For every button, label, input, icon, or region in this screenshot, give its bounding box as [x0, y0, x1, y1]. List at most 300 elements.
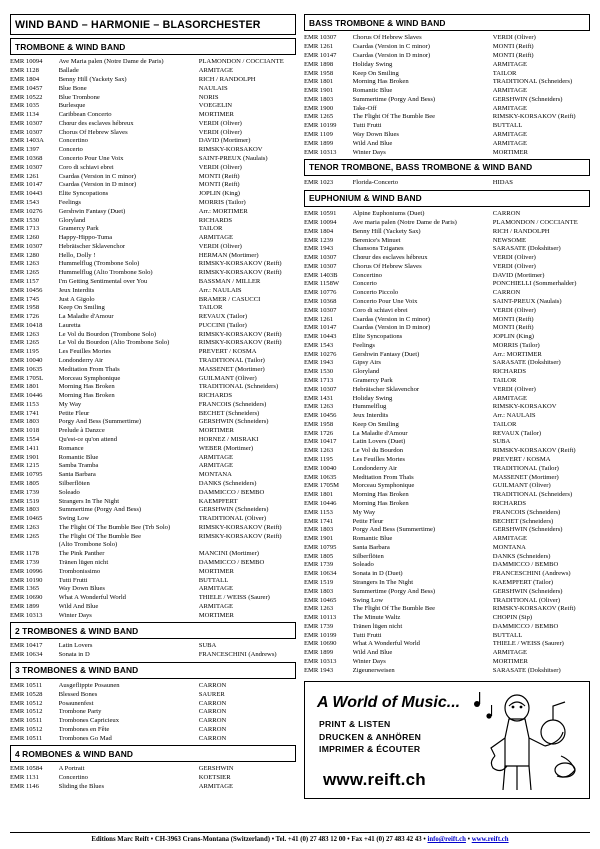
table-row [304, 131, 590, 140]
cell-comp: SUBA [198, 642, 217, 650]
cell-comp: SAURER [198, 690, 225, 698]
cell-comp: SARASATE (Dokshitser) [492, 666, 561, 674]
section-2-trombones-wind-band [10, 622, 296, 660]
cell-ref: EMR 1265 [10, 269, 40, 277]
table-row [10, 357, 296, 366]
table-row [10, 453, 296, 462]
cell-ref: EMR 1803 [304, 587, 334, 595]
cell-ref: EMR 10307 [304, 262, 337, 270]
table-row [10, 93, 296, 102]
cell-comp: FRANCESCHINI (Andrews) [198, 651, 277, 659]
cell-title: Ave Maria palen (Notre Dame de Paris) [58, 58, 164, 66]
table-row [10, 611, 296, 620]
cell-title: Csardas (Version in C minor) [58, 172, 136, 180]
cell-comp: VERDI (Oliver) [492, 306, 536, 314]
table-row [10, 515, 296, 524]
cell-title: Concerto Pour Une Voix [58, 155, 124, 163]
cell-title: Londonderry Air [352, 464, 398, 472]
cell-ref: EMR 1263 [10, 260, 40, 268]
table-row [304, 605, 590, 614]
table-row [10, 480, 296, 489]
cell-comp: MANCINI (Mortimer) [198, 550, 259, 558]
cell-comp: CARRON [198, 734, 227, 742]
cell-title: Tutti Frutti [58, 576, 88, 584]
cell-ref: EMR 10147 [10, 181, 43, 189]
cell-comp: MASSENET (Mortimer) [492, 473, 559, 481]
cell-ref: EMR 10276 [304, 350, 337, 358]
cell-ref: EMR 1403A [10, 137, 44, 145]
cell-ref: EMR 10795 [10, 471, 43, 479]
cell-comp: RICHARDS [492, 499, 527, 507]
cell-ref: EMR 10307 [304, 306, 337, 314]
table-row [304, 666, 590, 675]
cell-title: Morceau Symphonique [352, 482, 415, 490]
table-row [10, 348, 296, 357]
cell-comp: GUILMANT (Oliver) [198, 374, 257, 382]
cell-title: Meditation From Thaïs [58, 365, 120, 373]
table-row [10, 471, 296, 480]
cell-title: Sliding the Blues [58, 783, 105, 791]
cell-comp: TRADITIONAL (Oliver) [492, 596, 561, 604]
table-row [304, 254, 590, 263]
section-heading: TENOR TROMBONE, BASS TROMBONE & WIND BAND [304, 159, 590, 176]
cell-ref: EMR 1519 [10, 497, 40, 505]
cell-comp: MONTI (Reift) [492, 43, 534, 51]
cell-title: Morning Has Broken [352, 491, 409, 499]
table-row [10, 242, 296, 251]
table-row [304, 377, 590, 386]
cell-comp: JOPLIN (King) [198, 190, 240, 198]
cell-title: Gloryland [58, 216, 86, 224]
cell-comp: GUILMANT (Oliver) [492, 482, 551, 490]
items-table [10, 642, 296, 660]
cell-ref: EMR 1519 [304, 578, 334, 586]
cell-title: Holiday Swing [352, 394, 393, 402]
cell-title: Csardas (Version in D minor) [352, 52, 431, 59]
table-row [10, 497, 296, 506]
cell-title: Prelude à Danzce [58, 427, 105, 435]
table-row [304, 552, 590, 561]
table-row [10, 269, 296, 278]
cell-comp: THIELE / WEISS (Saurer) [198, 594, 270, 602]
cell-title: Tutti Frutti [352, 122, 382, 130]
table-row [10, 137, 296, 146]
cell-title: Wild And Blue [352, 649, 393, 657]
cell-ref: EMR 10040 [10, 357, 43, 364]
cell-title: Trombones Capricieux [58, 717, 119, 725]
cell-ref: EMR 10465 [10, 515, 43, 523]
cell-title: Chorus Of Hebrew Slaves [352, 34, 422, 42]
table-row [304, 640, 590, 649]
cell-comp: MONTI (Reift) [492, 324, 534, 332]
cell-ref: EMR 10199 [304, 122, 337, 130]
table-row [304, 69, 590, 78]
ad-website-url[interactable]: www.reift.ch [323, 770, 426, 790]
cell-comp: MORTIMER [198, 111, 234, 119]
cell-title: Santa Barbara [58, 471, 96, 479]
cell-ref: EMR 10417 [10, 642, 43, 650]
table-row [10, 339, 296, 348]
cell-comp: NEWSOME [492, 236, 527, 244]
cell-comp: TAILOR [198, 304, 223, 312]
footer-email-link[interactable]: info@reift.ch [427, 836, 466, 843]
cell-title: The Flight Of The Bumble Bee [352, 113, 436, 121]
cell-ref: EMR 10512 [10, 708, 43, 716]
table-row [304, 456, 590, 465]
table-row [10, 409, 296, 418]
table-row [10, 576, 296, 585]
cell-title: Feelings [352, 341, 375, 349]
section-heading: 3 TROMBONES & WIND BAND [10, 662, 296, 679]
cell-comp: PLAMONDON / COCCIANTE [198, 58, 284, 66]
table-row [304, 359, 590, 368]
table-row [10, 383, 296, 392]
cell-title: Chorus Of Hebrew Slaves [58, 128, 128, 136]
cell-ref: EMR 10313 [304, 658, 337, 665]
cell-title: Gipsy Airs [352, 359, 382, 367]
cell-title: Winter Days [352, 148, 386, 156]
cell-title: Just A Gigolo [58, 295, 95, 303]
cell-comp: ARMITAGE [492, 139, 528, 147]
cell-ref: EMR 1804 [10, 76, 40, 83]
cell-title: Chœur des esclaves hébreux [58, 119, 134, 127]
cell-comp: RIMSKY-KORSAKOV (Reift) [198, 330, 282, 338]
table-row [304, 412, 590, 421]
cell-comp: DANKS (Schneiders) [198, 479, 257, 487]
items-table [10, 682, 296, 743]
cell-ref [10, 541, 59, 550]
cell-comp: VERDI (Oliver) [492, 262, 536, 270]
cell-comp: BASSMAN / MILLER [198, 277, 261, 285]
cell-title: Ballade [58, 67, 79, 75]
cell-ref: EMR 10996 [10, 567, 43, 575]
cell-ref: EMR 1803 [10, 418, 40, 426]
cell-comp: Arr.: MORTIMER [198, 207, 248, 215]
cell-comp: MORTIMER [198, 567, 234, 575]
cell-comp: RIMSKY-KORSAKOV (Reift) [492, 113, 576, 121]
cell-comp: ARMITAGE [492, 535, 528, 543]
table-row [304, 447, 590, 456]
cell-comp: VERDI (Oliver) [492, 254, 536, 262]
cell-title: Meditation From Thaïs [352, 473, 414, 481]
table-row [304, 227, 590, 236]
cell-comp: RIMSKY-KORSAKOV (Reift) [492, 447, 576, 455]
cell-ref: EMR 1018 [10, 427, 40, 435]
cell-ref: EMR 1365 [10, 585, 40, 593]
cell-title: Happy-Hippo-Tuma [58, 234, 113, 242]
section-bass-trombone-wind-band [304, 14, 590, 157]
cell-title: Silberflöten [58, 479, 90, 487]
cell-comp: Arr.: MORTIMER [492, 350, 542, 358]
cell-title: Elite Syncopations [58, 190, 109, 198]
cell-ref: EMR 1739 [10, 488, 40, 496]
cell-comp: GERSHWIN [198, 765, 234, 773]
cell-comp: CARRON [198, 725, 227, 733]
table-row [10, 216, 296, 225]
table-row [304, 210, 590, 219]
cell-comp: CARRON [198, 717, 227, 725]
cell-ref: EMR 10456 [10, 286, 43, 294]
cell-comp: DAMMICCO / BEMBO [492, 622, 559, 630]
cell-ref: EMR 1705L [10, 374, 44, 382]
table-row [304, 508, 590, 517]
cell-comp: GERSHWIN (Schneiders) [198, 506, 269, 514]
cell-comp: RICH / RANDOLPH [198, 76, 256, 83]
cell-ref: EMR 1801 [10, 383, 40, 391]
table-row [304, 385, 590, 394]
table-row [304, 236, 590, 245]
cell-comp: RIMSKY-KORSAKOV (Reift) [198, 269, 282, 277]
cell-comp: MONTANA [492, 543, 526, 551]
cell-title: Benny Hill (Yackety Sax) [352, 227, 421, 235]
cell-comp: DAMMICCO / BEMBO [198, 558, 265, 566]
cell-ref: EMR 1943 [304, 666, 334, 674]
table-row [304, 622, 590, 631]
cell-comp: RIMSKY-KORSAKOV (Reift) [198, 532, 282, 540]
table-row [10, 251, 296, 260]
cell-ref: EMR 1280 [10, 251, 40, 259]
table-row [304, 482, 590, 491]
cell-comp: SARASATE (Dokshitser) [492, 245, 561, 253]
cell-title: Le Vol du Bourdon (Alto Trombone Solo) [58, 339, 170, 347]
cell-comp: MORRIS (Tailor) [492, 341, 540, 349]
cell-title: Summertime (Porgy And Bess) [352, 587, 436, 595]
cell-title: Chorus Of Hebrew Slaves [352, 262, 422, 270]
cell-title: Les Feuilles Mortes [58, 348, 111, 356]
cell-comp: CARRON [492, 210, 521, 218]
table-row [10, 400, 296, 409]
cell-title: Concerto Piccolo [352, 289, 399, 297]
cell-ref: EMR 1261 [10, 172, 40, 180]
section-3-trombones-wind-band [10, 662, 296, 743]
table-row [10, 304, 296, 313]
table-row [304, 420, 590, 429]
cell-ref: EMR 1530 [10, 216, 40, 224]
cell-comp: MONTI (Reift) [492, 52, 534, 59]
cell-ref: EMR 1153 [304, 508, 333, 516]
cell-ref: EMR 1265 [10, 339, 40, 347]
cell-comp: TRADITIONAL (Schneiders) [198, 383, 279, 391]
table-row [10, 690, 296, 699]
cell-title: Hello, Dolly ! [58, 251, 96, 259]
table-row [10, 585, 296, 594]
cell-ref: EMR 1195 [304, 456, 333, 464]
cell-ref: EMR 10307 [304, 385, 337, 393]
table-row [304, 587, 590, 596]
cell-ref: EMR 1265 [304, 113, 334, 121]
cell-title: Sonata in D (Duet) [352, 570, 403, 578]
cell-title: Zigeunerweisen [352, 666, 395, 674]
cell-comp: ARMITAGE [198, 585, 234, 593]
cell-ref: EMR 10795 [304, 543, 337, 551]
cell-comp: RIMSKY-KORSAKOV (Reift) [198, 339, 282, 347]
cell-ref: EMR 1899 [304, 649, 334, 657]
table-row [304, 113, 590, 122]
cell-title: My Way [352, 508, 376, 516]
cell-ref: EMR 1158W [304, 280, 340, 288]
table-row [304, 306, 590, 315]
cell-comp: RICHARDS [198, 216, 233, 224]
cell-comp: KOETSIER [198, 774, 231, 782]
cell-comp: DAVID (Mortimer) [492, 271, 545, 279]
table-row [10, 651, 296, 660]
cell-title: Morning Has Broken [352, 78, 409, 86]
table-row [304, 394, 590, 403]
cell-title: Blue Bone [58, 84, 87, 92]
cell-comp: NORIS [198, 93, 219, 101]
cell-title: Strangers In The Night [352, 578, 414, 586]
cell-title: Hummelflug (Alto Trombone Solo) [58, 269, 153, 277]
cell-ref: EMR 1899 [10, 602, 40, 610]
cell-ref: EMR 10635 [10, 365, 43, 373]
table-row [10, 365, 296, 374]
cell-title: Keep On Smiling [352, 69, 399, 77]
cell-title: Csardas (Version in C minor) [352, 43, 430, 51]
cell-ref: EMR 10307 [304, 254, 337, 262]
cell-comp: BECHET (Schneiders) [492, 517, 554, 525]
advertisement-banner[interactable] [304, 681, 590, 799]
cell-ref: EMR 1805 [304, 552, 334, 560]
cell-comp: MORTIMER [198, 427, 234, 435]
cell-title: Way Down Blues [352, 131, 399, 139]
table-row [10, 550, 296, 559]
table-row [304, 78, 590, 87]
cell-title: Csardas (Version in C minor) [352, 315, 430, 323]
cell-comp: RIMSKY-KORSAKOV (Reift) [492, 605, 576, 613]
items-table [304, 179, 590, 188]
table-row [10, 444, 296, 453]
table-row [304, 517, 590, 526]
cell-comp: RICHARDS [492, 368, 527, 376]
table-row [304, 403, 590, 412]
cell-comp: TRADITIONAL (Tailor) [198, 357, 265, 364]
cell-comp: DAMMICCO / BEMBO [198, 488, 265, 496]
cell-title: Holiday Swing [352, 60, 393, 68]
table-row [10, 181, 296, 190]
table-row [304, 535, 590, 544]
cell-comp: FRANCOIS (Schneiders) [198, 400, 267, 408]
cell-ref: EMR 1554 [10, 436, 40, 444]
table-row [10, 225, 296, 234]
cell-ref: EMR 1745 [10, 295, 40, 303]
table-row [304, 500, 590, 509]
table-row [10, 260, 296, 269]
cell-ref: EMR 1899 [304, 139, 334, 147]
cell-ref: EMR 1726 [304, 429, 334, 437]
cell-comp: HERMAN (Mortimer) [198, 251, 259, 259]
cell-title: Porgy And Bess (Summertime) [58, 418, 142, 426]
cell-comp: CARRON [198, 682, 227, 689]
cell-title: Wild And Blue [58, 602, 99, 610]
cell-title: Chansons Tziganes [352, 245, 404, 253]
cell-ref: EMR 10190 [10, 576, 43, 584]
cell-title: Trombones Go Mad [58, 734, 112, 742]
cell-ref: EMR 1134 [10, 111, 39, 119]
cell-title: What A Wonderful World [352, 640, 420, 648]
table-row [304, 491, 590, 500]
cell-title: Gershwin Fantasy (Duet) [58, 207, 126, 215]
table-row [304, 543, 590, 552]
cell-ref: EMR 1801 [304, 78, 334, 86]
cell-comp: VERDI (Oliver) [492, 385, 536, 393]
table-row [304, 473, 590, 482]
table-row [10, 783, 296, 792]
table-row [304, 87, 590, 96]
cell-ref: EMR 1263 [304, 403, 334, 411]
section-heading: 2 TROMBONES & WIND BAND [10, 622, 296, 639]
cell-ref: EMR 10511 [10, 682, 43, 689]
footer-website-link[interactable]: www.reift.ch [471, 836, 509, 843]
table-row [10, 295, 296, 304]
cell-ref: EMR 10457 [10, 84, 43, 92]
cell-ref: EMR 1943 [304, 245, 334, 253]
cell-comp: WEBER (Mortimer) [198, 444, 254, 452]
cell-ref: EMR 1900 [304, 104, 334, 112]
cell-ref: EMR 1023 [304, 179, 334, 187]
cell-ref: EMR 1195 [10, 348, 39, 356]
table-row [304, 350, 590, 359]
cell-ref: EMR 1261 [304, 43, 334, 51]
cell-ref: EMR 10511 [10, 717, 43, 725]
table-row [10, 102, 296, 111]
table-row [304, 631, 590, 640]
cell-title: Petite Fleur [58, 409, 90, 417]
cell-title: My Way [58, 400, 82, 408]
cell-title: Blue Trombone [58, 93, 100, 101]
cell-comp: DANKS (Schneiders) [492, 552, 551, 560]
cell-ref: EMR 1239 [304, 236, 334, 244]
cell-title: Jeux Interdits [352, 412, 389, 420]
cell-title: Tutti Frutti [352, 631, 382, 639]
cell-comp: NAULAIS [198, 84, 228, 92]
cell-ref: EMR 10443 [304, 333, 337, 341]
cell-title: Hebräischer Sklavenchor [58, 242, 126, 250]
cell-comp: TRADITIONAL (Oliver) [198, 515, 267, 523]
cell-title: Ave maria palen (Notre Dame de Paris) [352, 218, 457, 226]
cell-ref: EMR 1109 [304, 131, 333, 139]
cell-comp: ARMITAGE [492, 87, 528, 95]
cell-title: Concerto Pour Une Voix [352, 297, 418, 305]
cell-comp: RIMSKY-KORSAKOV [198, 146, 263, 154]
cell-title: Gramercy Park [352, 377, 393, 384]
cell-ref: EMR 10147 [304, 324, 337, 332]
cell-ref: EMR 10094 [10, 58, 43, 66]
table-row [304, 429, 590, 438]
table-row [10, 462, 296, 471]
table-row [10, 506, 296, 515]
table-row [10, 602, 296, 611]
cell-title: Concerto [352, 280, 377, 288]
cell-title: Benny Hill (Yackety Sax) [58, 76, 127, 83]
cell-ref: EMR 1215 [10, 462, 40, 470]
cell-comp: KAEMPFERT [198, 497, 238, 505]
cell-ref: EMR 1131 [10, 774, 39, 782]
cell-title: Santa Barbara [352, 543, 390, 551]
table-row [304, 561, 590, 570]
cell-title: Posaunenfest [58, 699, 94, 707]
cell-title: Elite Syncopations [352, 333, 403, 341]
cell-comp: MORTIMER [492, 658, 528, 665]
cell-title: Le Vol du Bourdon (Trombone Solo) [58, 330, 157, 338]
table-row [304, 245, 590, 254]
cell-title: Coro di schiavi ebrei [352, 306, 408, 314]
cell-ref: EMR 10113 [304, 614, 337, 622]
cell-comp: CARRON [198, 708, 227, 716]
cell-title: Latin Lovers (Duet) [352, 438, 406, 446]
two-column-layout [10, 14, 590, 799]
cell-ref: EMR 1739 [304, 561, 334, 569]
cell-ref: EMR 10584 [10, 765, 43, 773]
